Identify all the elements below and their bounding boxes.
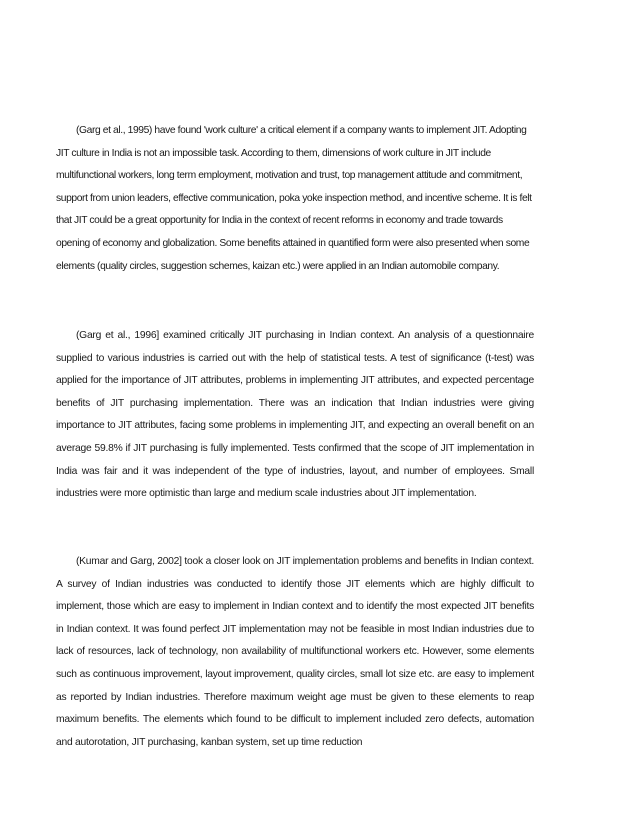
paragraph-jit-purchasing: (Garg et al., 1996] examined critically JIT purchasing in Indian context. An analysis of a questionnaire supplied to various industries is carried out with the help of statistical tests. A test of significance (t-test) was applied for the importance of JIT attributes, problems in implementing JIT attributes, and expected percentage benefits of JIT purchasing implementation. There was an indication that Indian industries were giving importance to JIT attributes, facing some problems in implementing JIT, and expecting an overall benefit on an average 59.8% if JIT purchasing is fully implemented. Tests confirmed that the scope of JIT implementation in India was fair and it was independent of the type of industries, layout, and number of employees. Small industries were more optimistic than large and medium scale industries about JIT implementation. (56, 330, 534, 500)
paragraph-work-culture: (Garg et al., 1995) have found 'work culture' a critical element if a company wants to implement JIT. Adopting JIT culture in India is not an impossible task. According to them, dimensions of work culture in JIT include multifunctional workers, long term employment, motivation and trust, top management attitude and commitment, support from union leaders, effective communication, poka yoke inspection method, and incentive scheme. It is felt that JIT could be a great opportunity for India in the context of recent reforms in economy and trade towards opening of economy and globalization. Some benefits attained in quantified form were also presented when some elements (quality circles, suggestion schemes, kaizan etc.) were applied in an Indian automobile company. (56, 125, 532, 272)
paragraph-jit-implementation: (Kumar and Garg, 2002] took a closer look on JIT implementation problems and benefits in Indian context. A survey of Indian industries was conducted to identify those JIT elements which are highly difficult to implement, those which are easy to implement in Indian context and to identify the most expected JIT benefits in Indian context. It was found perfect JIT implementation may not be feasible in most Indian industries due to lack of resources, lack of technology, non availability of multifunctional workers etc. However, some elements such as continuous improvement, layout improvement, quality circles, small lot size etc. are easy to implement as reported by Indian industries. Therefore maximum weight age must be given to these elements to reap maximum benefits. The elements which found to be difficult to implement included zero defects, automation and autorotation, JIT purchasing, kanban system, set up time reduction (56, 556, 534, 748)
